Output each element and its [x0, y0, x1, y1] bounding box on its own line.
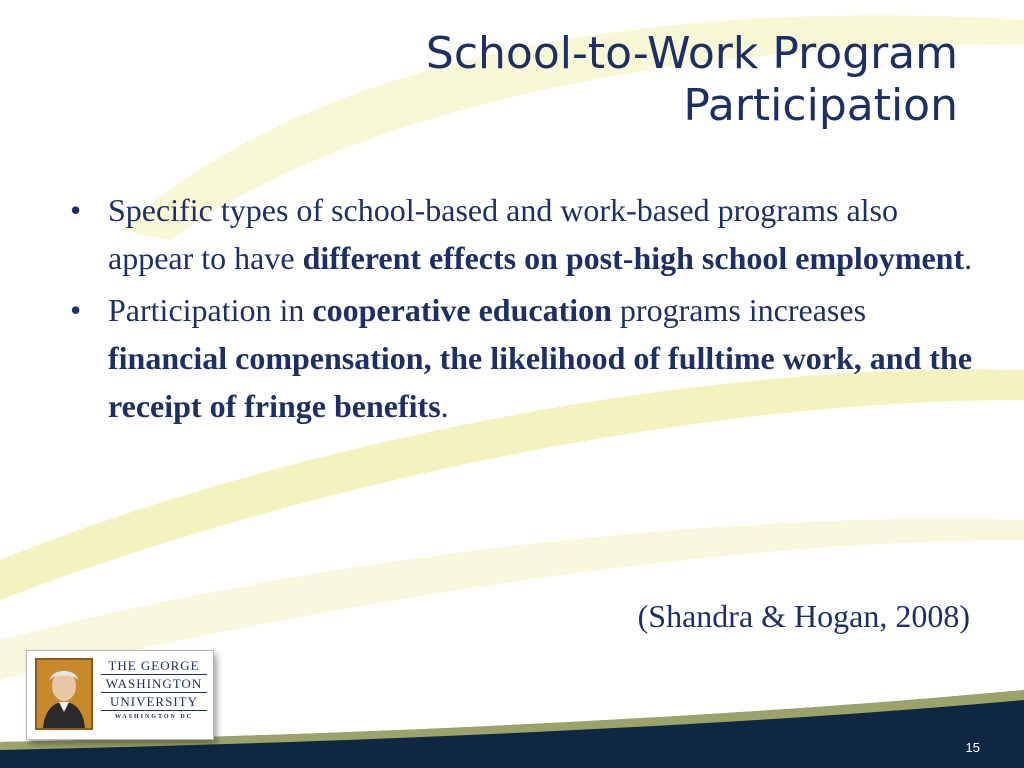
logo-line-2: WASHINGTON — [101, 675, 207, 693]
citation: (Shandra & Hogan, 2008) — [637, 598, 970, 634]
logo-line-3: UNIVERSITY — [101, 693, 207, 711]
bullet-1-text-a: Specific types of school-based and work-based programs also appear to have — [108, 192, 898, 276]
bullet-list — [70, 186, 982, 434]
portrait-icon — [37, 660, 91, 728]
slide-title — [158, 28, 958, 132]
portrait-image — [35, 658, 93, 730]
bullet-dot: • — [70, 292, 82, 328]
title-line-1: School-to-Work Program — [425, 28, 958, 79]
bullet-2-text-b: programs increases — [611, 292, 867, 328]
university-logo — [26, 650, 214, 740]
bullet-2-text-c: . — [440, 388, 449, 424]
bullet-item-1 — [70, 186, 982, 282]
bullet-1-text-b: . — [964, 240, 973, 276]
bullet-1-bold-a: different effects on post-high school employment — [302, 240, 965, 276]
page-number: 15 — [965, 740, 980, 755]
title-line-2: Participation — [683, 80, 958, 131]
bullet-item-2 — [70, 286, 982, 430]
logo-line-4: WASHINGTON DC — [114, 714, 194, 720]
bullet-dot: • — [70, 192, 82, 228]
bullet-2-bold-b: financial compensation, the likelihood of fulltime work, and the receipt of fringe benefits — [108, 340, 973, 424]
bullet-2-text-a: Participation in — [108, 292, 313, 328]
logo-wordmark — [101, 657, 207, 723]
logo-line-1: THE GEORGE — [101, 657, 207, 675]
bullet-2-bold-a: cooperative education — [312, 292, 612, 328]
